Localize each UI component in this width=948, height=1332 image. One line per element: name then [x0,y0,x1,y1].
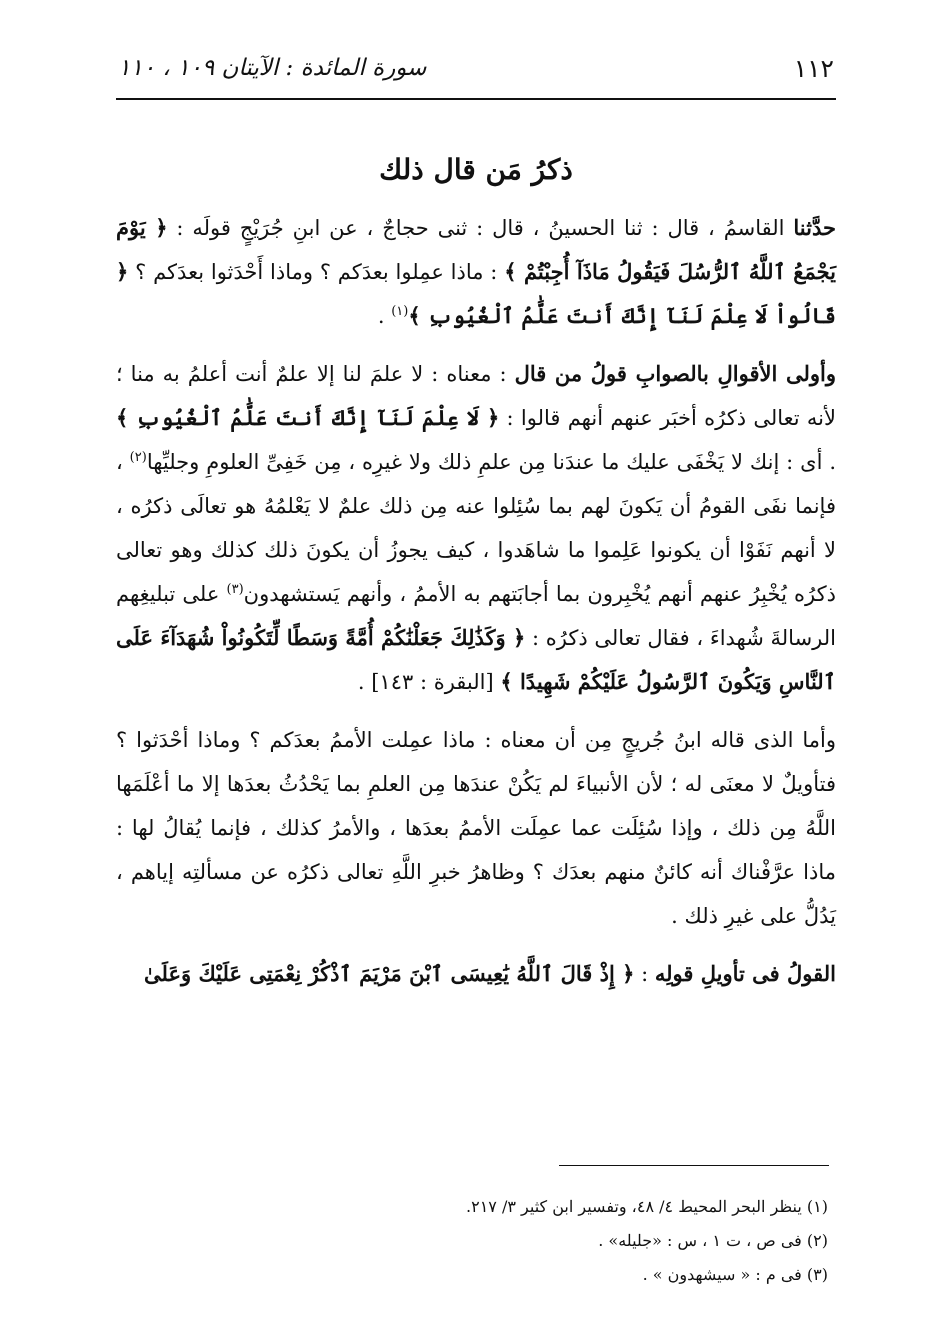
paragraph-lead: حدَّثنا [793,215,836,240]
paragraph-text: القاسمُ ، قال : ثنا الحسينُ ، قال : ثنى حجاجٌ ، عن ابنِ جُرَيْجٍ قولَه : [167,216,794,240]
quran-quote: ﴿ وَكَذَٰلِكَ جَعَلْنَٰكُمْ أُمَّةً وَسَطًا لِّتَكُونُواْ شُهَدَآءَ عَلَى ٱلنَّاسِ وَيَكُونَ ٱلرَّسُولُ عَلَيْكُمْ شَهِيدًا ﴾ [116,625,836,694]
quran-quote: ﴿ إِذْ قَالَ ٱللَّهُ يَٰعِيسَى ٱبْنَ مَرْيَمَ ٱذْكُرْ نِعْمَتِى عَلَيْكَ وَعَلَىٰ [144,961,635,986]
paragraph-text: وأما الذى قاله ابنُ جُريجٍ مِن أن معناه : ماذا عمِلت الأممُ بعدَكم ؟ وماذا أحْدَثوا ؟ فتأويلٌ لا معنَى له ؛ لأن الأنبياءَ لم يَكُنْ عندَها مِن العلمِ بما يَحْدُثُ بعدَها إلا ما أعْلَمَها اللَّهُ مِن ذلك ، وإذا سُئِلَت عما عمِلَت الأممُ بعدَها ، والأمرُ كذلك ، فإنما يُقالُ لها : ماذا عرَّفْناك أنه كائنٌ منهم بعدَك ؟ وظاهرُ خبرِ اللَّهِ تعالى ذكرُه عن مسألتِه إياهم ، يَدُلُّ على غيرِ ذلك . [116,728,837,928]
paragraph-text: على تبليغِهم الرسالةَ شُهداءَ ، فقال تعالى ذكرُه : [116,582,836,650]
footnote-2: (٢) فى ص ، ت ١ ، س : «جليله» . [598,1231,828,1250]
footnote-ref: (١) [391,304,409,319]
paragraph-end: . [357,670,372,694]
quran-quote: ﴿ لَا عِلْمَ لَنَآ إِنَّكَ أَنتَ عَلَّٰمُ ٱلْغُيُوبِ ﴾ [116,405,500,430]
paragraph-2 [116,352,836,704]
paragraph-end: . [377,304,392,328]
paragraph-text: ، فإنما نفَى القومُ أن يَكونَ لهم بما سُئِلوا عنه مِن ذلك علمٌ لا يَعْلمُهُ هو تعالَى ذكرُه ، لا أنهم نَفَوْا أن يكونوا عَلِموا ما شاهَدوا ، كيف يجوزُ أن يكونَ ذلك كذلك وهو تعالى ذكرُه يُخْبِرُ عنهم أنهم يُخْبِرون بما أجابَتهم به الأممُ ، وأنهم يَستشهدون [116,450,836,606]
paragraph-4 [116,952,836,996]
header-rule [116,98,836,100]
paragraph-text: : [634,962,655,986]
section-heading: ذكرُ مَن قال ذلك [379,153,573,186]
paragraph-text: : معناه : لا علمَ لنا إلا علمٌ أنت أعلمُ به منا ؛ لأنه تعالى ذكرُه أخبَر عنهم أنهم قالوا : [116,362,836,430]
paragraph-1 [116,206,836,338]
footnote-rule [559,1165,829,1166]
page-header [118,48,834,88]
quran-quote: ﴿ قَالُواْ لَا عِلْمَ لَنَآ إِنَّكَ أَنتَ عَلَّٰمُ ٱلْغُيُوبِ ﴾ [116,259,836,328]
surah-citation: [البقرة : ١٤٣] [371,670,501,694]
quran-quote: ﴿ يَوْمَ يَجْمَعُ ٱللَّهُ ٱلرُّسُلَ فَيَقُولُ مَاذَآ أُجِبْتُمْ ﴾ [116,215,837,284]
page-number: ١١٢ [793,53,834,83]
paragraph-lead: القولُ فى تأويلِ قولِه [654,961,836,986]
footnote-ref: (٣) [226,582,244,597]
paragraph-lead: وأولى الأقوالِ بالصوابِ قولُ من قال [514,361,836,386]
footnote-3: (٣) فى م : « سيشهدون » . [642,1265,828,1284]
paragraph-3 [116,718,836,938]
paragraph-text: : ماذا عمِلوا بعدَكم ؟ وماذا أَحْدَثوا بعدَكم ؟ [128,260,505,284]
footnotes [116,1190,828,1292]
footnote-ref: (٢) [129,450,147,465]
body-text [116,206,836,1010]
paragraph-text: . أى : إنك لا يَخْفَى عليك ما عندَنا مِن علمِ ذلك ولا غيرِه ، مِن خَفِىِّ العلومِ وجليِّها [146,450,836,474]
running-title: سورة المائدة : الآيتان ١٠٩ ، ١١٠ [118,55,427,81]
footnote-1: (١) ينظر البحر المحيط ٤/ ٤٨، وتفسير ابن كثير ٣/ ٢١٧. [466,1197,828,1216]
